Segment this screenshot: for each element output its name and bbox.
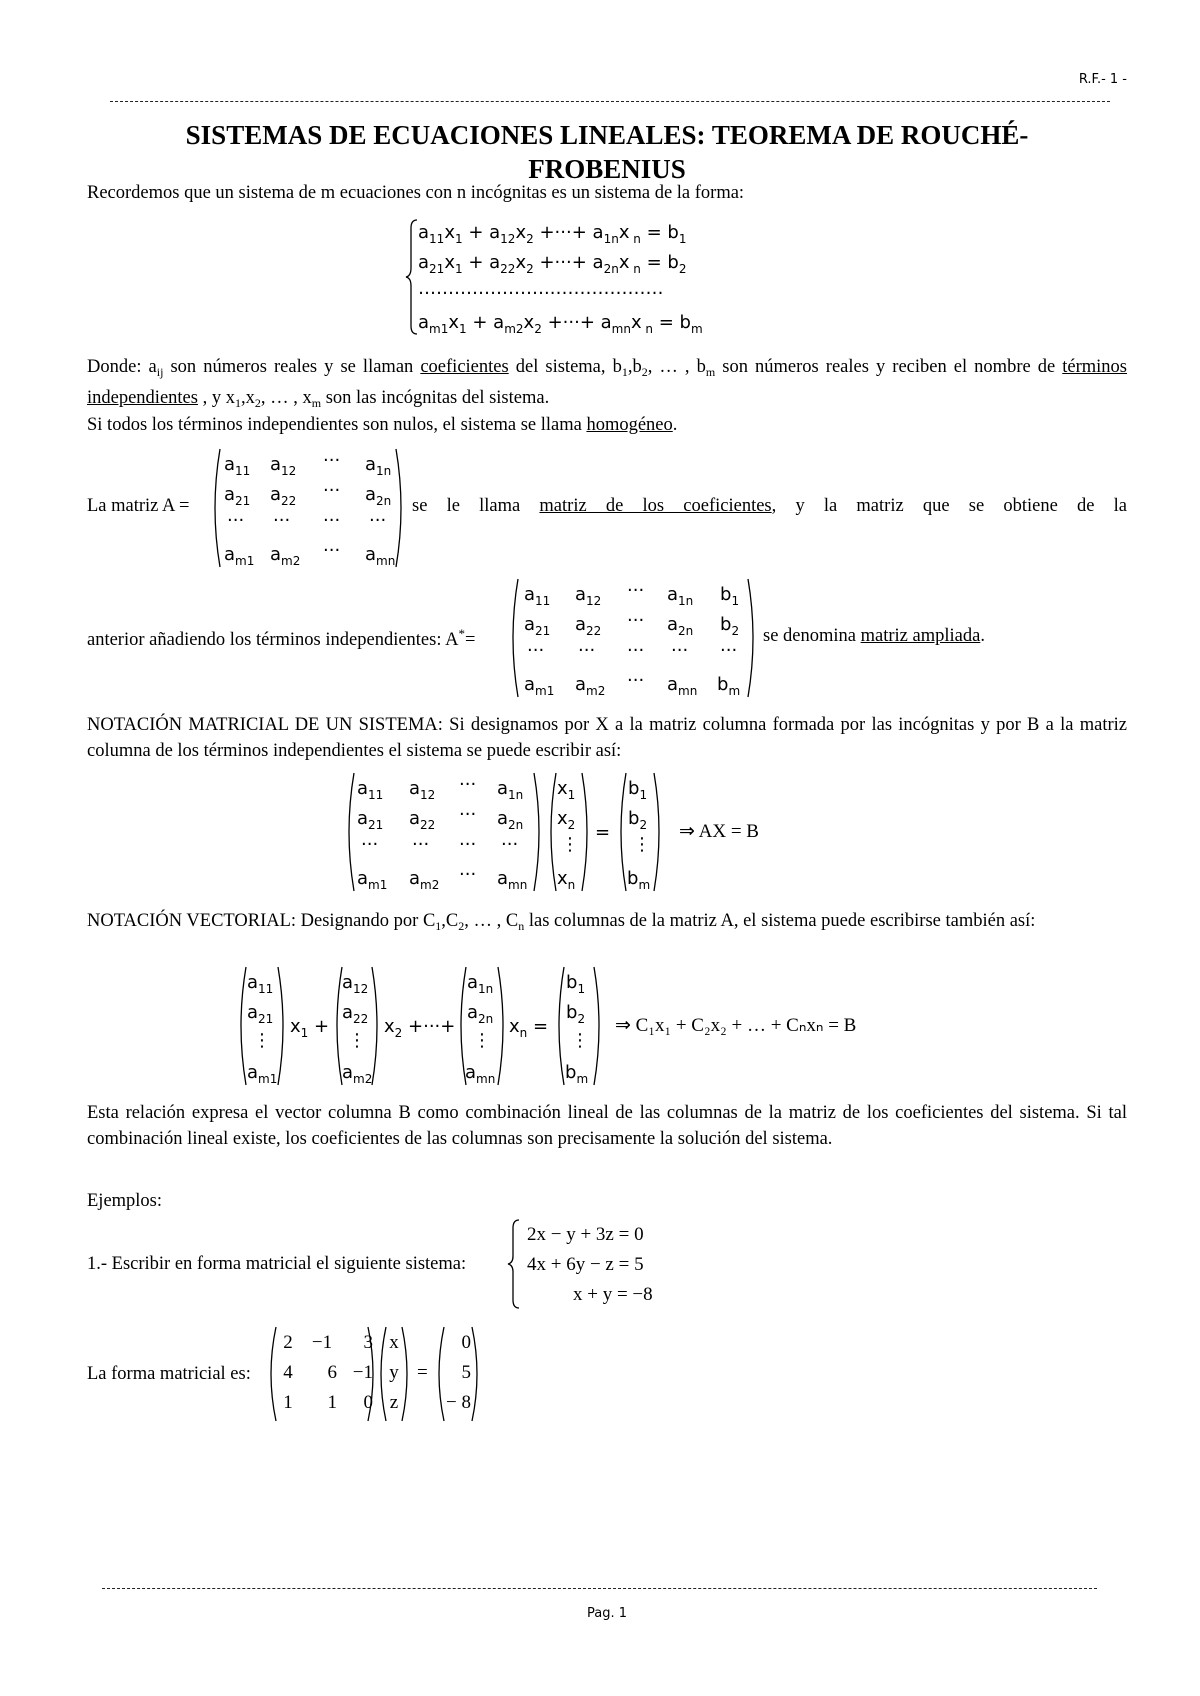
matrix-cell: $a_{21}$ bbox=[224, 484, 251, 508]
system-eq-1: $a_{11}x_1 + a_{12}x_2$ +···+ $a_{1n}x$ $_n = b_1$ bbox=[418, 222, 687, 246]
matrix-cell: $a_{mn}$ bbox=[667, 674, 698, 698]
matrix-cell: $x_n$ bbox=[557, 868, 576, 892]
fm-x-left-paren bbox=[375, 1326, 387, 1422]
matrix-ampl-left-paren bbox=[507, 578, 519, 698]
matrix-cell: 1 bbox=[283, 1392, 293, 1413]
matrix-cell: 1 bbox=[327, 1392, 337, 1413]
matrix-cell: ··· bbox=[459, 774, 477, 795]
matrix-cell: $a_{2n}$ bbox=[365, 484, 392, 508]
matrix-cell: − 8 bbox=[446, 1392, 471, 1413]
eq-b-right-paren bbox=[653, 772, 665, 892]
matrix-cell: $a_{11}$ bbox=[357, 778, 384, 802]
matrix-cell: $a_{1n}$ bbox=[667, 584, 694, 608]
matrix-cell: ··· bbox=[323, 510, 341, 531]
matrix-cell: $a_{m1}$ bbox=[224, 544, 255, 568]
vector-equation-result: ⇒ C₁x₁ + C₂x₂ + … + Cₙxₙ = B bbox=[615, 1015, 857, 1036]
system-eq-2: $a_{21}x_1 + a_{22}x_2$ +···+ $a_{2n}x$ $_n = b_2$ bbox=[418, 252, 687, 276]
matrix-cell: $b_1$ bbox=[720, 584, 740, 608]
colb-right-paren bbox=[593, 966, 605, 1086]
matrix-cell: $a_{m2}$ bbox=[409, 868, 440, 892]
notacion-vectorial-paragraph: NOTACIÓN VECTORIAL: Designando por $C_1,C_2$, … , $C_n$ las columnas de la matriz A, el sistema puede escribirse también así: bbox=[87, 911, 1036, 933]
col3-right-paren bbox=[497, 966, 509, 1086]
equals-sign: = bbox=[595, 822, 611, 843]
matrix-cell: ··· bbox=[323, 480, 341, 501]
eq-a-left-paren bbox=[343, 772, 355, 892]
matrix-cell: ··· bbox=[578, 640, 596, 661]
vector-term: $x_n$ = bbox=[509, 1016, 549, 1040]
title-line-1: SISTEMAS DE ECUACIONES LINEALES: TEOREMA DE ROUCHÉ- bbox=[185, 120, 1029, 150]
col1-left-paren bbox=[235, 966, 247, 1086]
matrix-cell: $a_{11}$ bbox=[224, 454, 251, 478]
colb-left-paren bbox=[553, 966, 565, 1086]
matrix-cell: ··· bbox=[627, 640, 645, 661]
matrix-cell: $a_{12}$ bbox=[575, 584, 602, 608]
matrix-cell: 0 bbox=[461, 1332, 471, 1353]
equals-sign: = bbox=[417, 1362, 428, 1383]
matrix-cell: $a_{11}$ bbox=[524, 584, 551, 608]
matrix-cell: ··· bbox=[273, 510, 291, 531]
matrix-cell: 2 bbox=[283, 1332, 293, 1353]
matrix-cell: ··· bbox=[323, 450, 341, 471]
vector-term: $x_2$ +···+ bbox=[384, 1016, 456, 1040]
matrix-cell: x bbox=[389, 1332, 399, 1353]
matrix-cell: ⋮ bbox=[633, 834, 651, 855]
matriz-coef-text: se le llama matriz de los coeficientes, y la matriz que se obtiene de la bbox=[412, 496, 1127, 516]
matrix-cell: ··· bbox=[459, 864, 477, 885]
fm-a-left-paren bbox=[265, 1326, 277, 1422]
matrix-cell: $b_m$ bbox=[565, 1062, 589, 1086]
matrix-cell: $a_{mn}$ bbox=[497, 868, 528, 892]
matrix-cell: ··· bbox=[527, 640, 545, 661]
eq-x-left-paren bbox=[545, 772, 557, 892]
matrix-cell: $a_{1n}$ bbox=[467, 972, 494, 996]
matrix-a-right-paren bbox=[395, 448, 407, 568]
matrix-cell: ⋮ bbox=[561, 834, 579, 855]
matrix-cell: $b_2$ bbox=[720, 614, 740, 638]
eq-x-right-paren bbox=[581, 772, 593, 892]
page-number: Pag. 1 bbox=[586, 1606, 627, 1621]
ejemplo-eq-1: 2x − y + 3z = 0 bbox=[527, 1224, 644, 1245]
matrix-cell: $a_{1n}$ bbox=[497, 778, 524, 802]
matrix-cell: 4 bbox=[283, 1362, 293, 1383]
system-brace bbox=[405, 218, 419, 336]
matrix-cell: 3 bbox=[363, 1332, 373, 1353]
matrix-cell: ··· bbox=[501, 834, 519, 855]
matrix-cell: $a_{21}$ bbox=[357, 808, 384, 832]
fm-b-right-paren bbox=[471, 1326, 483, 1422]
matriz-a-label: La matriz A = bbox=[87, 496, 190, 516]
matrix-cell: $b_1$ bbox=[628, 778, 648, 802]
matrix-cell: $a_{22}$ bbox=[270, 484, 297, 508]
matrix-cell: $a_{1n}$ bbox=[365, 454, 392, 478]
homogeneo-paragraph: Si todos los términos independientes son nulos, el sistema se llama homogéneo. bbox=[87, 415, 678, 435]
matriz-ampliada-text: se denomina matriz ampliada. bbox=[763, 626, 985, 646]
matrix-cell: $a_{21}$ bbox=[524, 614, 551, 638]
ejemplo-1-label: 1.- Escribir en forma matricial el siguiente sistema: bbox=[87, 1254, 467, 1274]
matrix-cell: $a_{22}$ bbox=[575, 614, 602, 638]
matriz-ampliada-label: anterior añadiendo los términos independientes: A*= bbox=[87, 626, 476, 651]
matrix-a-left-paren bbox=[209, 448, 221, 568]
matrix-cell: ··· bbox=[627, 610, 645, 631]
page-reference: R.F.- 1 - bbox=[1078, 72, 1127, 87]
matrix-cell: z bbox=[389, 1392, 399, 1413]
matrix-cell: $a_{mn}$ bbox=[365, 544, 396, 568]
matrix-cell: $b_m$ bbox=[717, 674, 741, 698]
col1-right-paren bbox=[277, 966, 289, 1086]
intro-paragraph: Recordemos que un sistema de m ecuaciones con n incógnitas es un sistema de la forma: bbox=[87, 183, 745, 203]
ejemplo-brace bbox=[507, 1218, 521, 1310]
matrix-cell: ⋮ bbox=[348, 1030, 366, 1051]
matrix-cell: $a_{21}$ bbox=[247, 1002, 274, 1026]
matrix-cell: −1 bbox=[311, 1332, 333, 1353]
system-dots: …………………..……………… bbox=[418, 278, 664, 299]
matrix-cell: $a_{m2}$ bbox=[270, 544, 301, 568]
matrix-cell: ··· bbox=[323, 540, 341, 561]
matrix-ampl-right-paren bbox=[747, 578, 759, 698]
col2-right-paren bbox=[371, 966, 383, 1086]
matrix-equation-result: ⇒ AX = B bbox=[679, 821, 759, 842]
system-eq-m: $a_{m1}x_1 + a_{m2}x_2$ +···+ $a_{mn}x$ $_n = b_m$ bbox=[418, 312, 703, 336]
matrix-cell: ⋮ bbox=[473, 1030, 491, 1051]
matrix-cell: $x_1$ bbox=[557, 778, 576, 802]
matrix-cell: ⋮ bbox=[571, 1030, 589, 1051]
document-title bbox=[87, 118, 1127, 186]
matrix-cell: ··· bbox=[227, 510, 245, 531]
matrix-cell: y bbox=[389, 1362, 399, 1383]
matrix-cell: ··· bbox=[671, 640, 689, 661]
header-divider bbox=[110, 101, 1110, 102]
matrix-cell: ⋮ bbox=[253, 1030, 271, 1051]
matrix-cell: ··· bbox=[459, 804, 477, 825]
ejemplos-heading: Ejemplos: bbox=[87, 1191, 163, 1211]
donde-paragraph: Donde: $a_{ij}$ son números reales y se llaman coeficientes del sistema, $b_1,b_2$, … , $b_m$ son números reales y reciben el nombre de términos independientes , y $x_1,x_2$, … , $x_m$ son las incógnitas del sistema. bbox=[87, 357, 1128, 410]
matrix-cell: $a_{m2}$ bbox=[575, 674, 606, 698]
matrix-cell: ··· bbox=[720, 640, 738, 661]
matrix-cell: $a_{2n}$ bbox=[667, 614, 694, 638]
matrix-cell: $a_{2n}$ bbox=[467, 1002, 494, 1026]
matrix-cell: $a_{m1}$ bbox=[524, 674, 555, 698]
matrix-cell: ··· bbox=[361, 834, 379, 855]
matrix-cell: ··· bbox=[627, 670, 645, 691]
matrix-cell: $a_{12}$ bbox=[342, 972, 369, 996]
matrix-cell: $b_2$ bbox=[628, 808, 648, 832]
matrix-cell: $b_2$ bbox=[566, 1002, 586, 1026]
matrix-cell: ··· bbox=[459, 834, 477, 855]
matrix-cell: $a_{m1}$ bbox=[357, 868, 388, 892]
matrix-cell: $a_{22}$ bbox=[342, 1002, 369, 1026]
matrix-cell: ··· bbox=[412, 834, 430, 855]
document-page bbox=[87, 0, 1127, 1696]
matrix-cell: 0 bbox=[363, 1392, 373, 1413]
matrix-cell: $b_1$ bbox=[566, 972, 586, 996]
matrix-cell: $b_m$ bbox=[627, 868, 651, 892]
matrix-cell: ··· bbox=[369, 510, 387, 531]
footer-divider bbox=[102, 1588, 1097, 1589]
matrix-cell: 6 bbox=[327, 1362, 337, 1383]
matrix-cell: $x_2$ bbox=[557, 808, 576, 832]
title-line-2: FROBENIUS bbox=[528, 154, 686, 184]
eq-b-left-paren bbox=[615, 772, 627, 892]
matrix-cell: $a_{22}$ bbox=[409, 808, 436, 832]
matrix-cell: $a_{mn}$ bbox=[465, 1062, 496, 1086]
matrix-cell: $a_{m1}$ bbox=[247, 1062, 278, 1086]
forma-matricial-label: La forma matricial es: bbox=[87, 1364, 251, 1384]
eq-a-right-paren bbox=[533, 772, 545, 892]
matrix-cell: −1 bbox=[352, 1362, 373, 1383]
notacion-matricial-paragraph: NOTACIÓN MATRICIAL DE UN SISTEMA: Si designamos por X a la matriz columna formada por las incógnitas y por B a la matriz columna de los términos independientes el sistema se puede escribir así: bbox=[87, 715, 1127, 761]
relacion-paragraph: Esta relación expresa el vector columna B como combinación lineal de las columnas de la matriz de los coeficientes del sistema. Si tal combinación lineal existe, los coeficientes de las columnas son precisamente la solución del sistema. bbox=[87, 1103, 1127, 1149]
ejemplo-eq-2: 4x + 6y − z = 5 bbox=[527, 1254, 644, 1275]
matrix-cell: $a_{2n}$ bbox=[497, 808, 524, 832]
matrix-cell: $a_{12}$ bbox=[270, 454, 297, 478]
ejemplo-eq-3: x + y = −8 bbox=[573, 1284, 653, 1305]
matrix-cell: $a_{11}$ bbox=[247, 972, 274, 996]
matrix-cell: 5 bbox=[461, 1362, 471, 1383]
fm-x-right-paren bbox=[401, 1326, 413, 1422]
matrix-cell: $a_{12}$ bbox=[409, 778, 436, 802]
matrix-cell: ··· bbox=[627, 580, 645, 601]
vector-term: $x_1$ + bbox=[290, 1016, 330, 1040]
matrix-cell: $a_{m2}$ bbox=[342, 1062, 373, 1086]
